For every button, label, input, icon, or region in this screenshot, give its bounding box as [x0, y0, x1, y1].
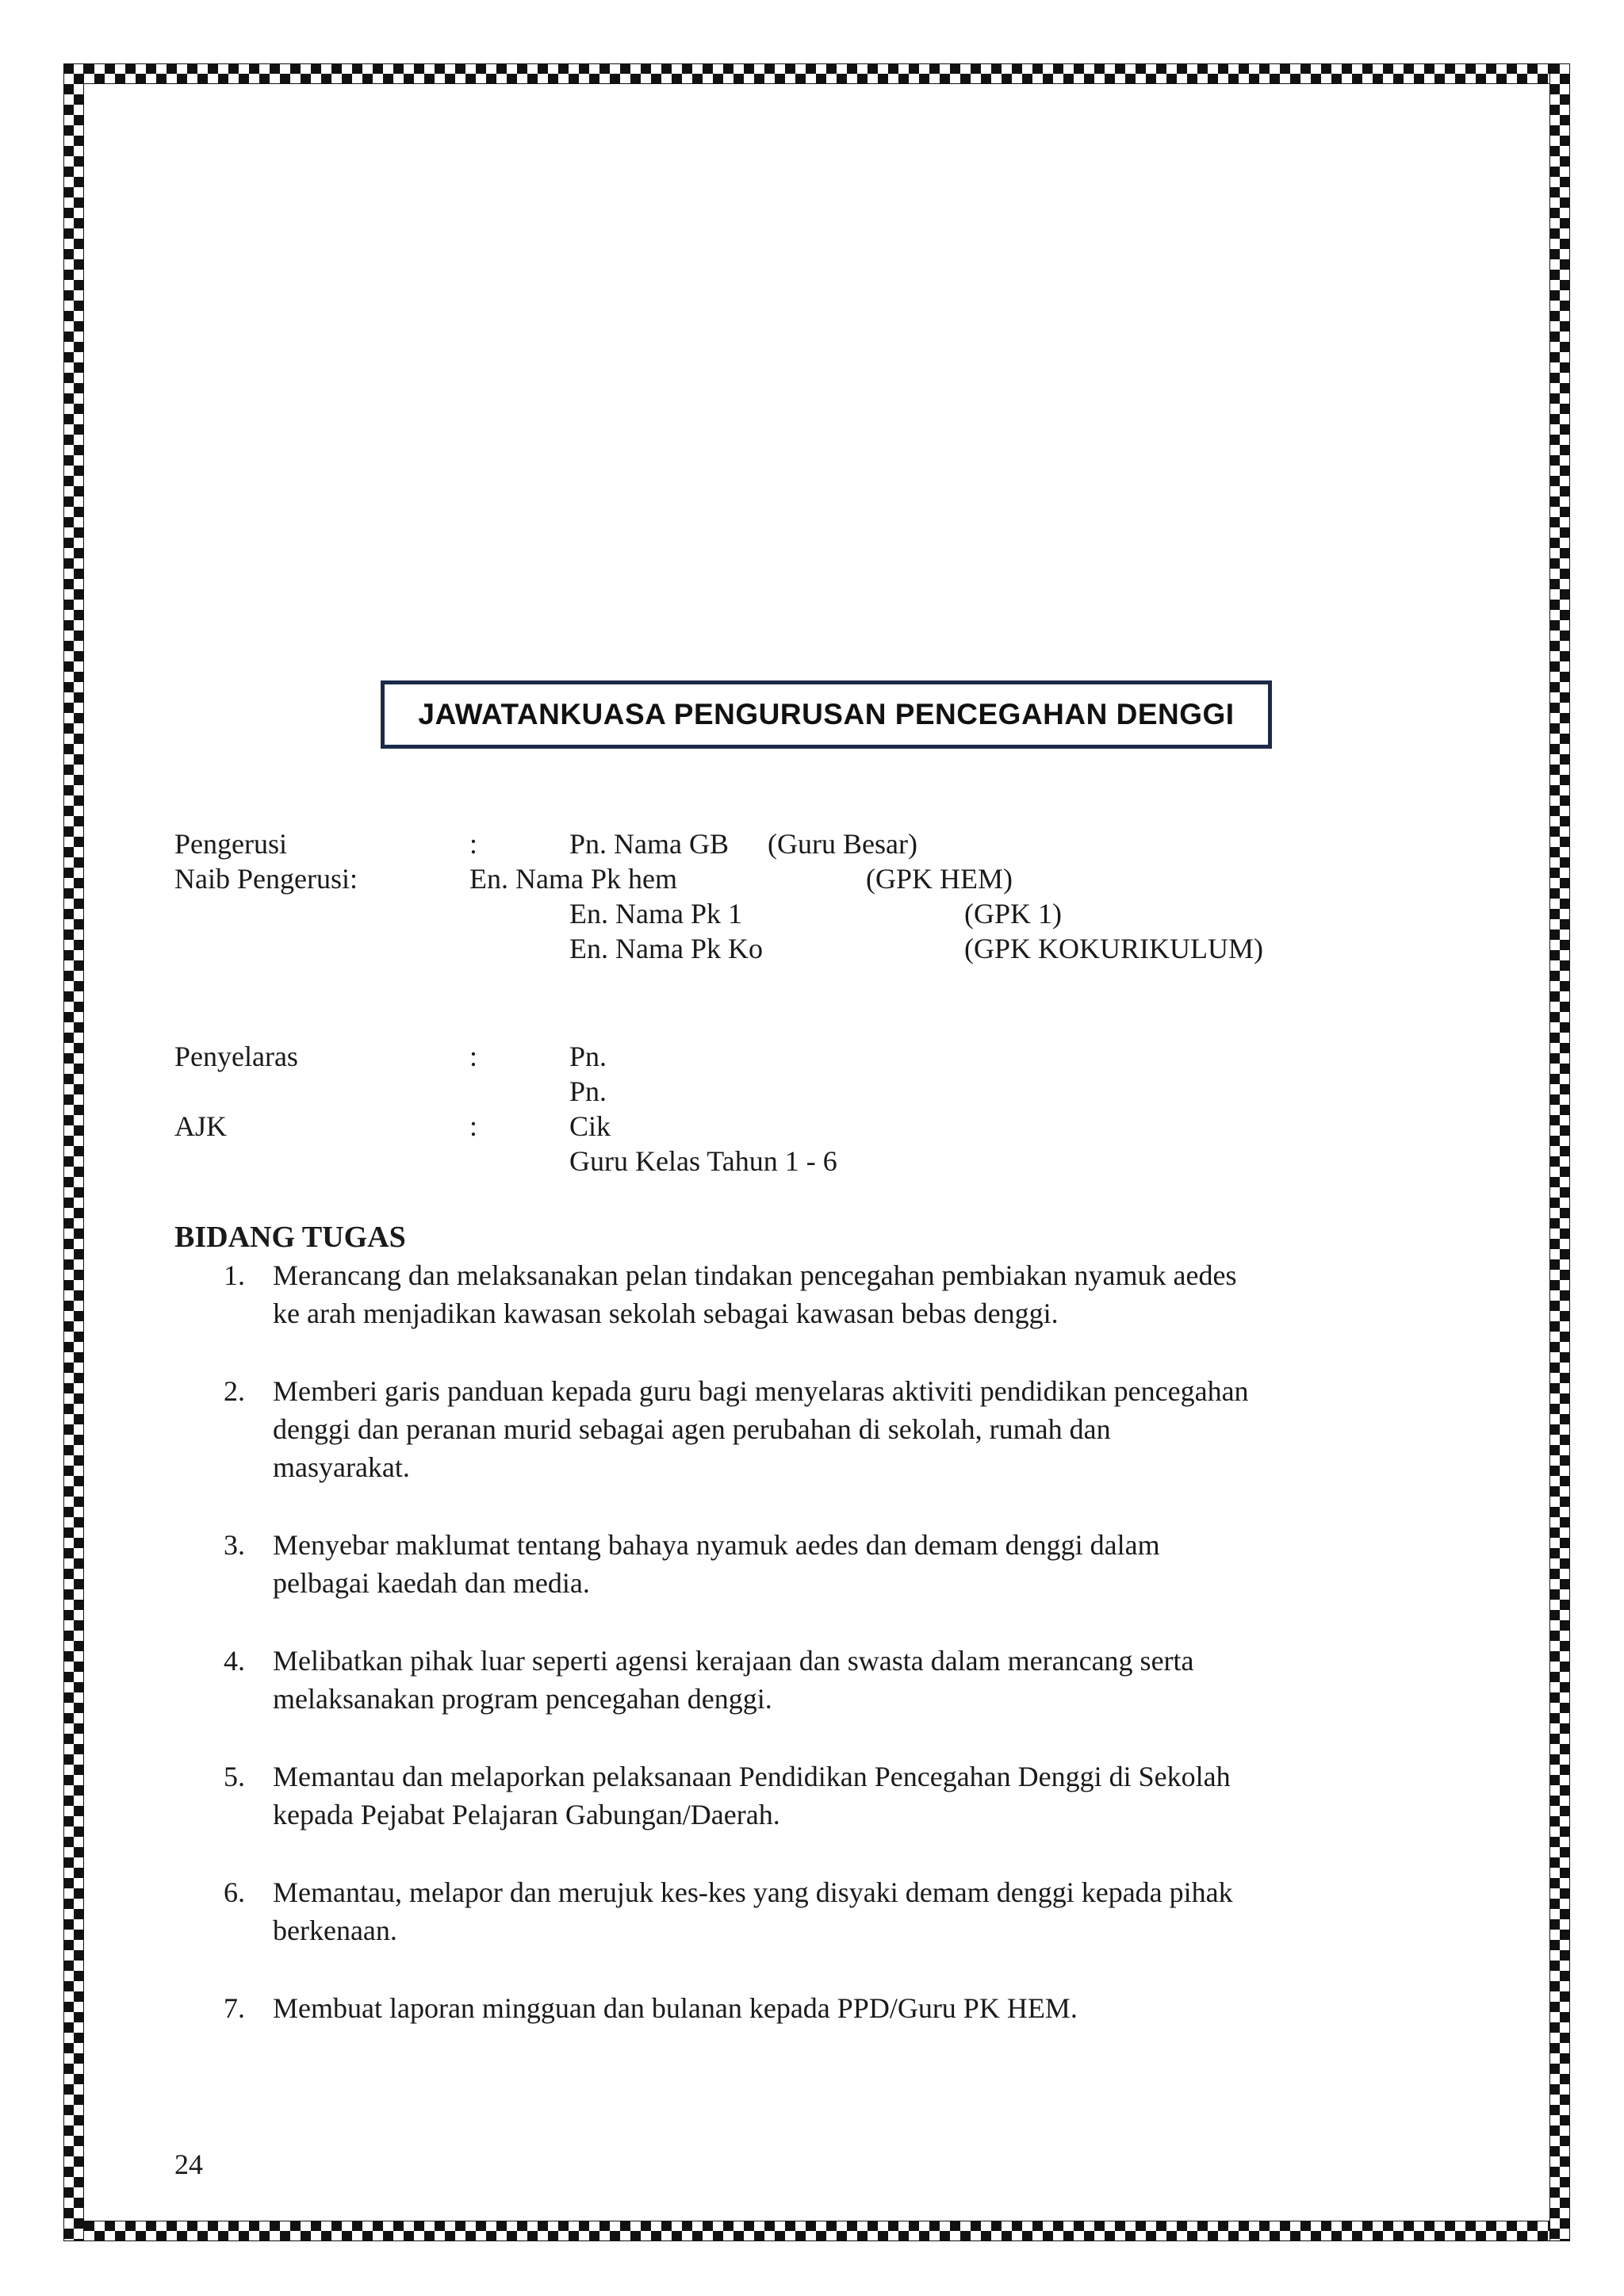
- committee-label: Pengerusi: [174, 828, 287, 860]
- duty-number: 2.: [224, 1375, 245, 1407]
- duty-number: 3.: [224, 1529, 245, 1561]
- committee-role: (Guru Besar): [768, 828, 917, 860]
- duty-line: Merancang dan melaksanakan pelan tindakan pencegahan pembiakan nyamuk aedes: [273, 1259, 1237, 1291]
- border-bottom: [63, 2221, 1570, 2241]
- committee-label: AJK: [174, 1110, 228, 1142]
- committee-name: En. Nama Pk hem: [469, 863, 677, 895]
- border-left: [63, 63, 84, 2241]
- committee-colon: :: [469, 828, 478, 860]
- committee-role: (GPK HEM): [866, 863, 1013, 895]
- duty-line: Menyebar maklumat tentang bahaya nyamuk aedes dan demam denggi dalam: [273, 1529, 1160, 1561]
- page-number: 24: [174, 2148, 203, 2180]
- committee-name: Pn. Nama GB: [569, 828, 729, 860]
- committee-name: Pn.: [569, 1041, 607, 1072]
- duty-line: Membuat laporan mingguan dan bulanan kepada PPD/Guru PK HEM.: [273, 1992, 1078, 2024]
- committee-role: (GPK KOKURIKULUM): [964, 933, 1263, 964]
- committee-name: Cik: [569, 1110, 611, 1142]
- duty-line: berkenaan.: [273, 1915, 397, 1946]
- committee-colon: :: [469, 1110, 478, 1142]
- duty-line: Memantau dan melaporkan pelaksanaan Pendidikan Pencegahan Denggi di Sekolah: [273, 1761, 1231, 1792]
- committee-label: Penyelaras: [174, 1041, 298, 1072]
- committee-colon: :: [469, 1041, 478, 1072]
- duty-line: kepada Pejabat Pelajaran Gabungan/Daerah.: [273, 1799, 780, 1830]
- duty-line: Melibatkan pihak luar seperti agensi kerajaan dan swasta dalam merancang serta: [273, 1645, 1194, 1677]
- duty-line: denggi dan peranan murid sebagai agen perubahan di sekolah, rumah dan: [273, 1413, 1111, 1445]
- duty-number: 1.: [224, 1259, 245, 1291]
- committee-role: (GPK 1): [964, 898, 1062, 930]
- border-right: [1549, 63, 1570, 2241]
- committee-name: En. Nama Pk Ko: [569, 933, 763, 964]
- duty-line: melaksanakan program pencegahan denggi.: [273, 1683, 772, 1715]
- duty-line: Memberi garis panduan kepada guru bagi menyelaras aktiviti pendidikan pencegahan: [273, 1375, 1249, 1407]
- document-title: JAWATANKUASA PENGURUSAN PENCEGAHAN DENGGI: [418, 698, 1235, 730]
- committee-name: Pn.: [569, 1075, 607, 1107]
- border-top: [63, 63, 1570, 84]
- duty-line: ke arah menjadikan kawasan sekolah sebagai kawasan bebas denggi.: [273, 1297, 1059, 1329]
- committee-label: Naib Pengerusi:: [174, 863, 358, 895]
- duty-line: masyarakat.: [273, 1451, 410, 1483]
- duty-number: 7.: [224, 1992, 245, 2024]
- duty-number: 4.: [224, 1645, 245, 1677]
- duty-number: 6.: [224, 1876, 245, 1908]
- duty-line: Memantau, melapor dan merujuk kes-kes yang disyaki demam denggi kepada pihak: [273, 1876, 1233, 1908]
- committee-name: En. Nama Pk 1: [569, 898, 742, 930]
- title-box: [381, 680, 1272, 749]
- duties-heading: BIDANG TUGAS: [174, 1221, 406, 1254]
- duty-line: pelbagai kaedah dan media.: [273, 1567, 590, 1599]
- committee-name: Guru Kelas Tahun 1 - 6: [569, 1145, 837, 1177]
- duty-number: 5.: [224, 1761, 245, 1792]
